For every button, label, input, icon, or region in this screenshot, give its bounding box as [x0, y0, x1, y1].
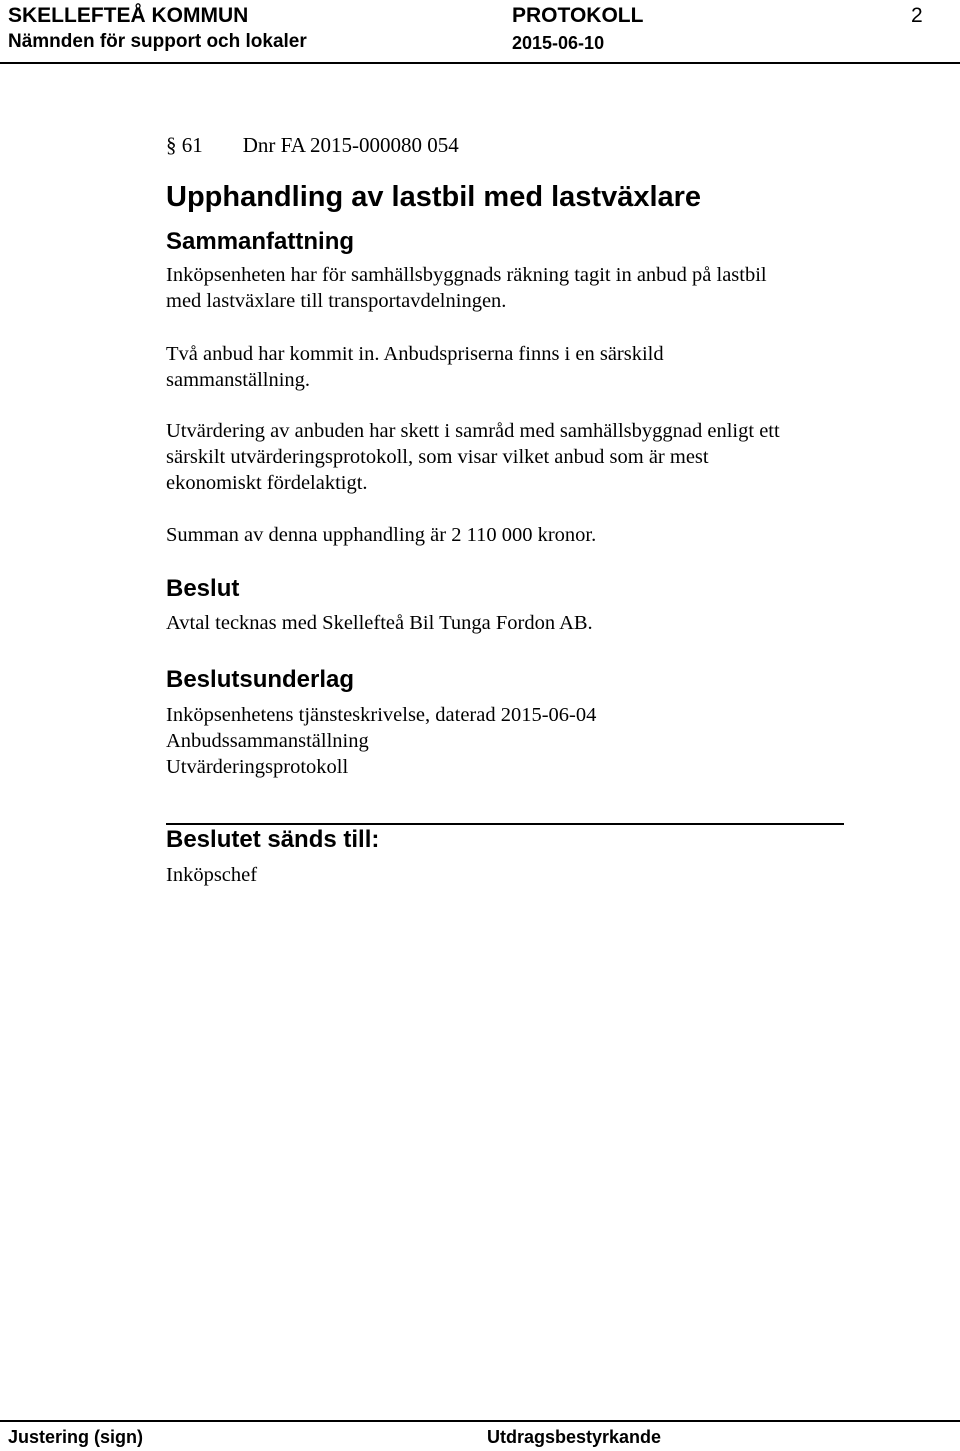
- list-item: Utvärderingsprotokoll: [166, 756, 349, 778]
- text-line: Inköpsenheten har för samhällsbyggnads räkning tagit in anbud på lastbil: [166, 264, 767, 286]
- text-line: Utvärdering av anbuden har skett i samråd med samhällsbyggnad enligt ett: [166, 420, 780, 442]
- decision-heading: Beslut: [166, 575, 240, 602]
- diary-number: Dnr FA 2015-000080 054: [242, 133, 459, 157]
- summary-paragraph-1: [166, 262, 866, 314]
- sent-to-divider: [166, 823, 844, 825]
- organization-name: SKELLEFTEÅ KOMMUN: [8, 4, 249, 27]
- footer-divider: [0, 1420, 960, 1422]
- summary-paragraph-4: [166, 522, 866, 548]
- document-type: PROTOKOLL: [512, 4, 644, 27]
- text-line: särskilt utvärderingsprotokoll, som visar vilket anbud som är mest: [166, 446, 709, 468]
- department-name: Nämnden för support och lokaler: [8, 31, 307, 52]
- text-line: Summan av denna upphandling är 2 110 000 kronor.: [166, 524, 597, 546]
- meeting-date: 2015-06-10: [512, 33, 605, 53]
- sent-to-heading: Beslutet sänds till:: [166, 826, 380, 853]
- decision-basis-list: [166, 702, 866, 780]
- summary-heading: Sammanfattning: [166, 228, 355, 255]
- list-item: Anbudssammanställning: [166, 730, 369, 752]
- decision-basis-heading: Beslutsunderlag: [166, 666, 355, 693]
- footer-signature-label: Justering (sign): [8, 1427, 144, 1447]
- sent-to-recipient: Inköpschef: [166, 864, 258, 886]
- paragraph-symbol: §: [166, 133, 177, 157]
- list-item: Inköpsenhetens tjänsteskrivelse, daterad 2015-06-04: [166, 704, 597, 726]
- paragraph-reference: [166, 133, 866, 158]
- summary-paragraph-3: [166, 418, 866, 496]
- text-line: ekonomiskt fördelaktigt.: [166, 472, 368, 494]
- paragraph-number: 61: [181, 133, 203, 157]
- header-divider: [0, 62, 960, 64]
- page-number: 2: [911, 4, 923, 27]
- text-line: Två anbud har kommit in. Anbudspriserna finns i en särskild: [166, 343, 664, 365]
- case-title: Upphandling av lastbil med lastväxlare: [166, 181, 702, 213]
- text-line: med lastväxlare till transportavdelningen.: [166, 290, 507, 312]
- summary-paragraph-2: [166, 341, 866, 393]
- footer-certification-label: Utdragsbestyrkande: [487, 1427, 662, 1447]
- decision-text: Avtal tecknas med Skellefteå Bil Tunga Fordon AB.: [166, 612, 593, 634]
- text-line: sammanställning.: [166, 369, 311, 391]
